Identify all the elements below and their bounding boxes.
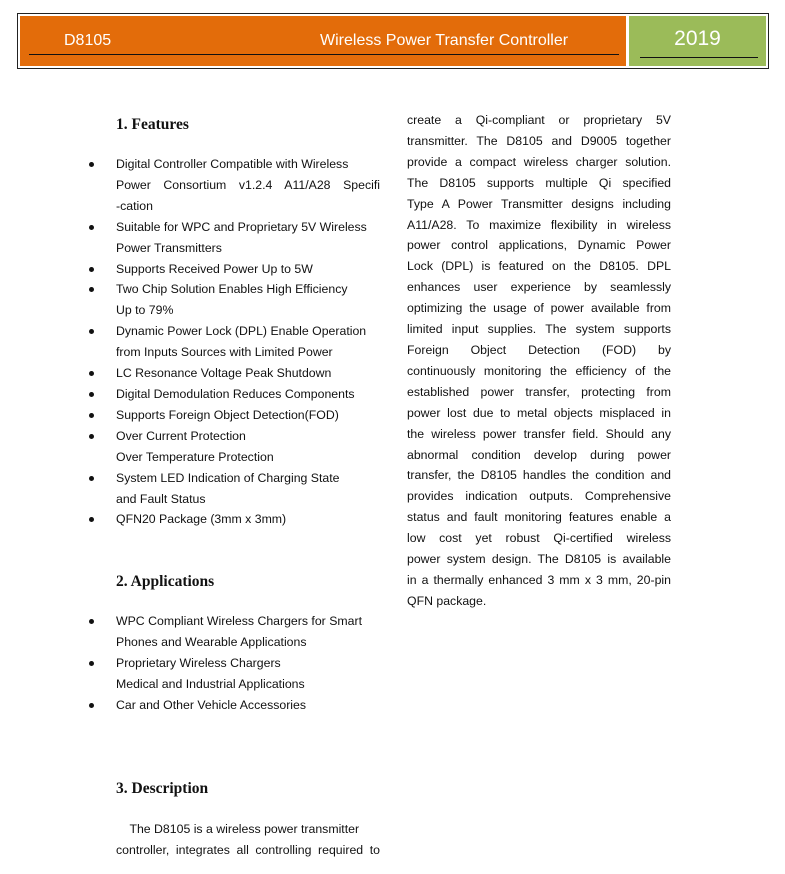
list-item-line: Proprietary Wireless Chargers: [116, 655, 281, 670]
list-item: [116, 279, 380, 321]
paragraph-line: low cost yet robust Qi-certified wireless: [407, 531, 671, 546]
list-item-line: Over Temperature Protection: [116, 449, 274, 464]
description-right-column: [407, 110, 671, 612]
list-item-line: Suitable for WPC and Proprietary 5V Wireless: [116, 219, 367, 234]
description-left-column: [116, 819, 380, 861]
list-item-line: Power Consortium v1.2.4 A11/A28 Specifi: [116, 177, 380, 192]
list-item: [116, 653, 380, 695]
document-header: [17, 13, 769, 69]
list-item: [116, 509, 380, 530]
list-item: [116, 405, 380, 426]
list-item: [116, 468, 380, 510]
list-item: [116, 611, 380, 653]
paragraph-line: status and fault monitoring features enable a: [407, 510, 671, 525]
list-item-line: Dynamic Power Lock (DPL) Enable Operation: [116, 324, 367, 339]
list-item-line: -cation: [116, 198, 153, 213]
list-item-line: from Inputs Sources with Limited Power: [116, 345, 333, 360]
paragraph-line: provides indication outputs. Comprehensive: [407, 489, 671, 504]
paragraph-line: transmitter. The D8105 and D9005 together: [407, 133, 671, 148]
paragraph-line: limited input supplies. The system supports: [407, 322, 671, 337]
paragraph-line: power system design. The D8105 is available: [407, 552, 671, 567]
paragraph-line: continuously monitoring the efficiency of the: [407, 363, 671, 378]
title-underline: [29, 54, 619, 55]
list-item: [116, 154, 380, 217]
paragraph-line: Foreign Object Detection (FOD) by: [407, 342, 671, 357]
document-title: Wireless Power Transfer Controller: [320, 32, 569, 49]
list-item-line: System LED Indication of Charging State: [116, 470, 340, 485]
paragraph-line: power lost due to metal objects misplaced in: [407, 405, 671, 420]
features-heading: 1. Features: [116, 116, 189, 133]
part-number: D8105: [64, 32, 112, 49]
list-item-line: Medical and Industrial Applications: [116, 676, 305, 691]
paragraph-line: A11/A28. To maximize flexibility in wireless: [407, 217, 671, 232]
paragraph-line: create a Qi-compliant or proprietary 5V: [407, 113, 671, 127]
paragraph-line: power control applications, Dynamic Power: [407, 238, 671, 253]
list-item: [116, 426, 380, 468]
list-item-line: WPC Compliant Wireless Chargers for Smart: [116, 614, 362, 628]
list-item-line: LC Resonance Voltage Peak Shutdown: [116, 366, 332, 381]
header-title-band: [20, 16, 626, 66]
paragraph-line: abnormal condition develop during power: [407, 447, 671, 462]
list-item-line: Phones and Wearable Applications: [116, 634, 307, 649]
list-item: [116, 217, 380, 259]
list-item-line: Digital Controller Compatible with Wireless: [116, 157, 349, 171]
list-item-line: Supports Received Power Up to 5W: [116, 261, 313, 276]
list-item-line: Car and Other Vehicle Accessories: [116, 697, 307, 712]
applications-heading: 2. Applications: [116, 573, 215, 590]
list-item-line: Two Chip Solution Enables High Efficiency: [116, 282, 348, 297]
description-heading: 3. Description: [116, 780, 209, 797]
list-item-line: Supports Foreign Object Detection(FOD): [116, 407, 339, 422]
list-item-line: and Fault Status: [116, 491, 206, 506]
paragraph-line: established power transfer, protecting from: [407, 384, 671, 399]
paragraph-line: in a thermally enhanced 3 mm x 3 mm, 20-pin: [407, 572, 671, 587]
list-item-line: QFN20 Package (3mm x 3mm): [116, 512, 287, 527]
list-item: [116, 321, 380, 363]
paragraph-line: the wireless power transfer field. Should any: [407, 426, 671, 441]
year-underline: [640, 57, 758, 58]
paragraph-line: provide a compact wireless charger solution.: [407, 154, 671, 169]
paragraph-line: controller, integrates all controlling required to: [116, 842, 380, 857]
list-item: [116, 363, 380, 384]
applications-list: [116, 611, 380, 716]
list-item: [116, 259, 380, 280]
list-item-line: Power Transmitters: [116, 240, 222, 255]
paragraph-line: The D8105 supports multiple Qi specified: [407, 175, 671, 190]
list-item-line: Digital Demodulation Reduces Components: [116, 386, 355, 401]
paragraph-line: Lock (DPL) is featured on the D8105. DPL: [407, 259, 671, 274]
header-year-band: [629, 16, 766, 66]
paragraph-line: Type A Power Transmitter designs including: [407, 196, 671, 211]
paragraph-line: QFN package.: [407, 593, 487, 608]
document-year: 2019: [674, 27, 721, 50]
paragraph-line: enhances user experience by seamlessly: [407, 280, 671, 295]
list-item: [116, 384, 380, 405]
paragraph-line: transfer, the D8105 handles the condition and: [407, 468, 671, 483]
paragraph-line: optimizing the usage of power available from: [407, 301, 671, 316]
list-item: [116, 695, 380, 716]
list-item-line: Up to 79%: [116, 303, 174, 318]
features-list: [116, 154, 380, 530]
list-item-line: Over Current Protection: [116, 428, 246, 443]
paragraph-line: The D8105 is a wireless power transmitter: [116, 822, 360, 836]
